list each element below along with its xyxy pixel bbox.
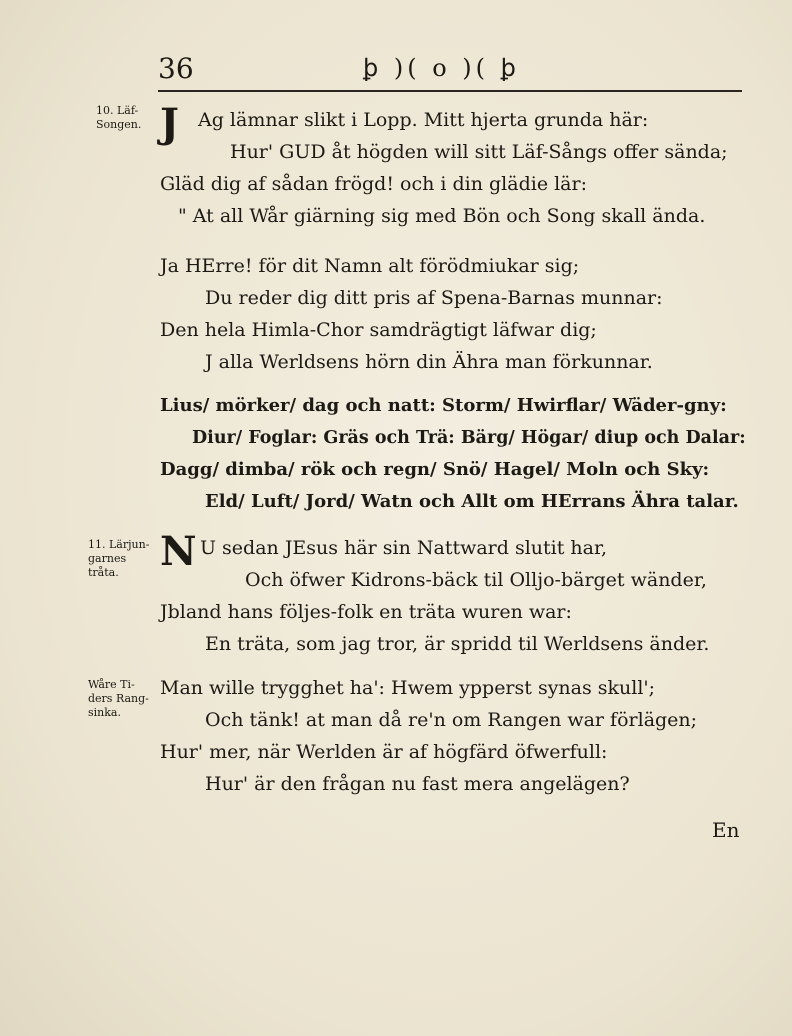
verse-line: Diur/ Foglar: Gräs och Trä: Bärg/ Högar/ diup och Dalar:	[192, 428, 746, 448]
catchword: En	[712, 818, 740, 842]
verse-line: U sedan JEsus här sin Nattward slutit har,	[200, 537, 608, 559]
verse-line: Och tänk! at man då re'n om Rangen war förlägen;	[205, 709, 698, 731]
margin-note-line: 10. Läf-	[96, 104, 139, 117]
verse-line: Ja HErre! för dit Namn alt förödmiukar sig;	[160, 255, 580, 277]
verse-line: " At all Wår giärning sig med Bön och Song skall ända.	[178, 205, 706, 227]
margin-note-1	[96, 104, 141, 132]
verse-line: J alla Werldsens hörn din Ähra man förkunnar.	[205, 351, 653, 373]
margin-note-line: garnes	[88, 552, 127, 565]
verse-line: Ag lämnar slikt i Lopp. Mitt hjerta grunda här:	[198, 109, 649, 131]
margin-note-line: ders Rang-	[88, 692, 149, 705]
margin-note-3	[88, 678, 149, 720]
verse-line: Jbland hans följes-folk en träta wuren war:	[160, 601, 572, 623]
verse-line: Eld/ Luft/ Jord/ Watn och Allt om HErrans Ähra talar.	[205, 491, 739, 512]
verse-line: Den hela Himla-Chor samdrägtigt läfwar dig;	[160, 319, 597, 341]
header-ornament: ꝧ )( o )( ꝧ	[363, 54, 520, 82]
drop-initial: N	[160, 528, 197, 575]
verse-line: Lius/ mörker/ dag och natt: Storm/ Hwirflar/ Wäder-gny:	[160, 395, 727, 416]
margin-note-line: sinka.	[88, 706, 121, 719]
verse-line: Och öfwer Kidrons-bäck til Olljo-bärget wänder,	[245, 569, 707, 591]
verse-line: En träta, som jag tror, är spridd til Werldsens änder.	[205, 633, 710, 655]
page-number: 36	[158, 52, 194, 85]
verse-line: Gläd dig af sådan frögd! och i din glädie lär:	[160, 173, 587, 195]
verse-line: Hur' är den frågan nu fast mera angelägen?	[205, 773, 630, 795]
verse-line: Hur' GUD åt högden will sitt Läf-Sångs offer sända;	[230, 141, 728, 163]
margin-note-line: tråta.	[88, 566, 119, 579]
drop-initial: J	[160, 100, 179, 147]
verse-line: Du reder dig ditt pris af Spena-Barnas munnar:	[205, 287, 663, 309]
margin-note-2	[88, 538, 149, 580]
header-rule	[158, 90, 742, 92]
page-header	[158, 52, 742, 92]
margin-note-line: Wåre Ti-	[88, 678, 135, 691]
verse-line: Man wille trygghet ha': Hwem ypperst synas skull';	[160, 677, 656, 699]
verse-line: Dagg/ dimba/ rök och regn/ Snö/ Hagel/ Moln och Sky:	[160, 459, 710, 480]
margin-note-line: 11. Lärjun-	[88, 538, 150, 551]
verse-line: Hur' mer, när Werlden är af högfärd öfwerfull:	[160, 741, 608, 763]
margin-note-line: Songen.	[96, 118, 142, 131]
